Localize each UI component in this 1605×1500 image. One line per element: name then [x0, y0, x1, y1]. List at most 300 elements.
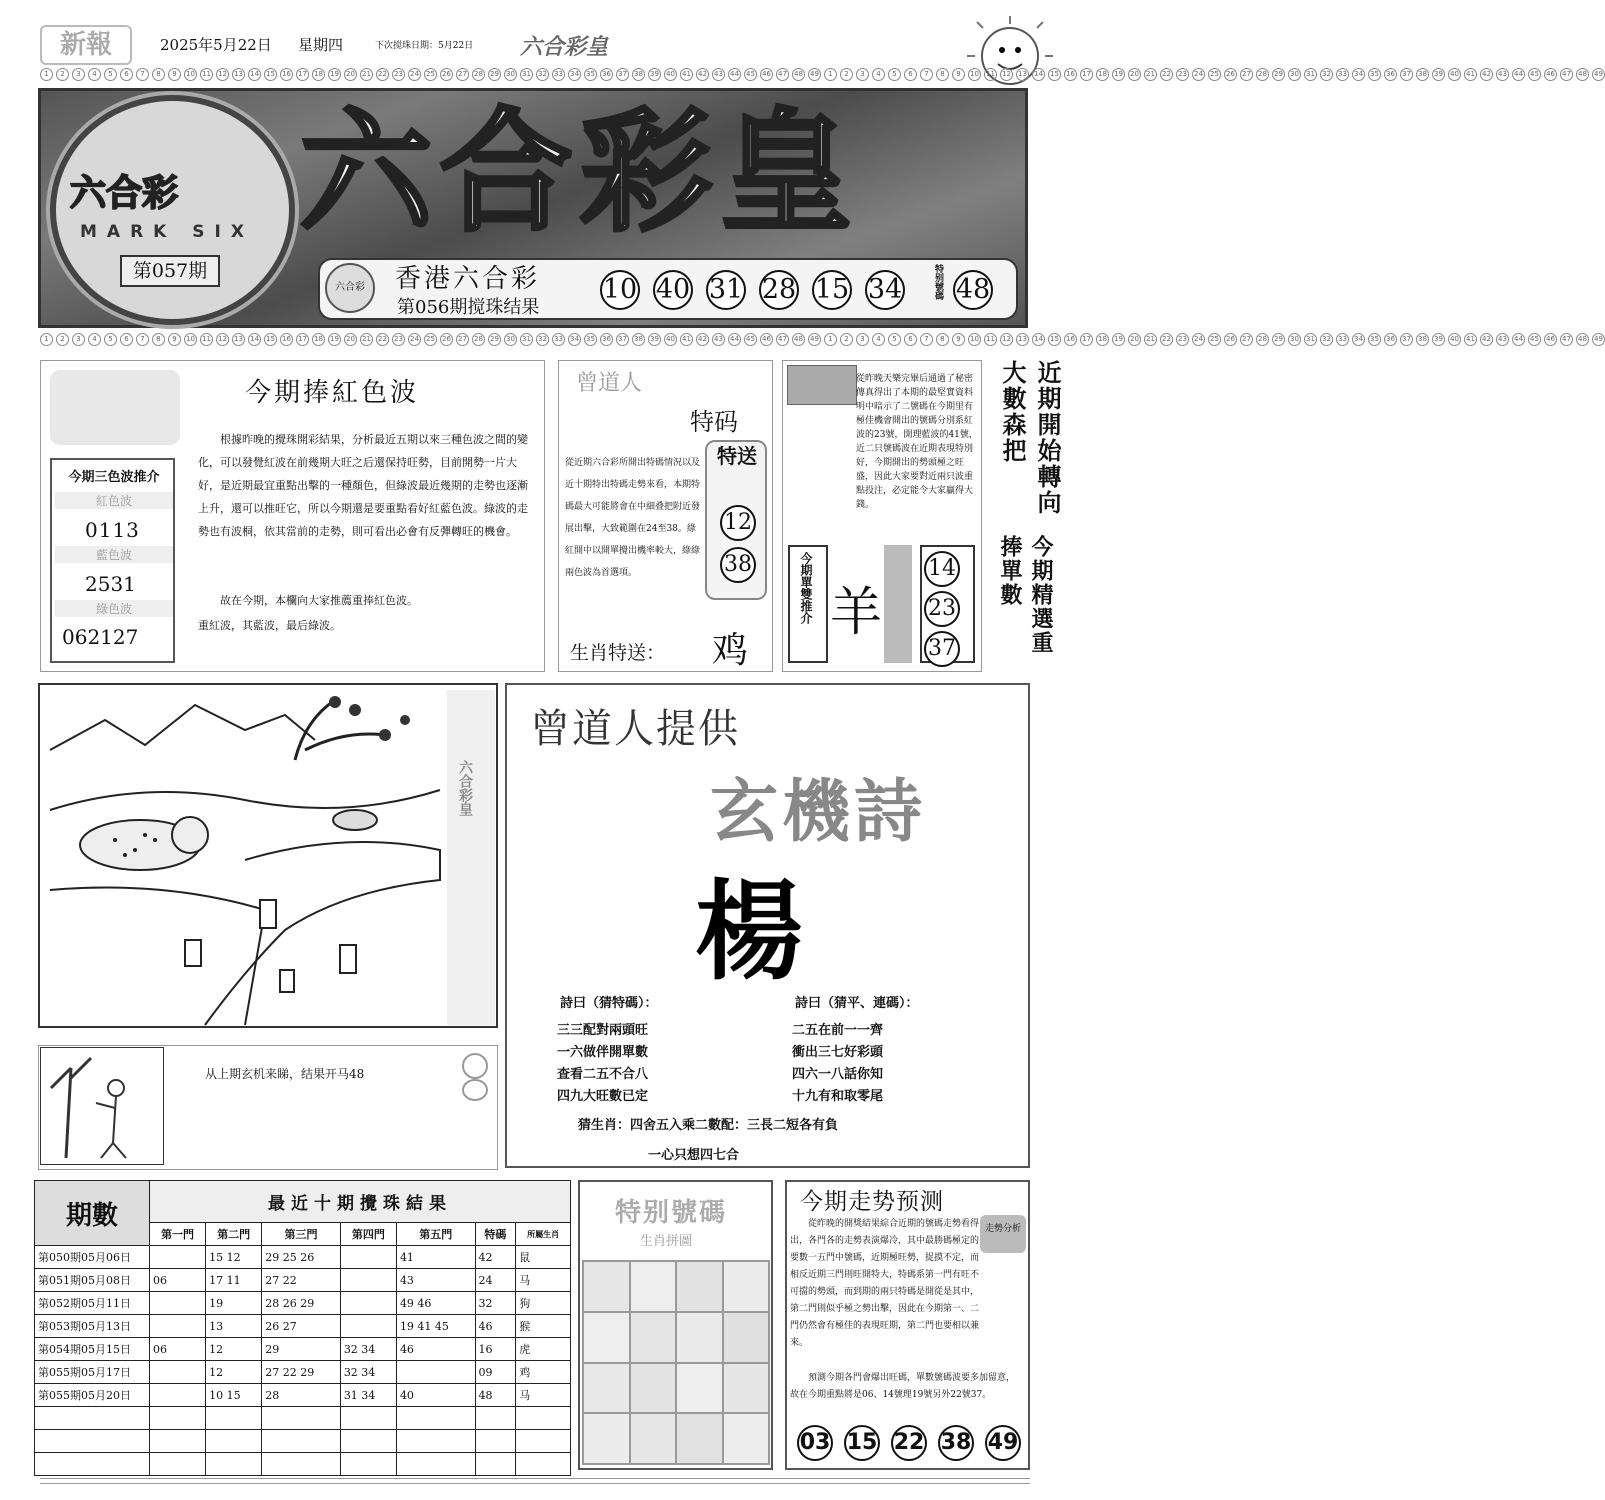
table-cell: 24 [475, 1269, 516, 1292]
number-dot: 37 [616, 68, 629, 81]
result-ball: 31 [706, 270, 746, 310]
number-dot: 44 [1512, 68, 1525, 81]
table-cell: 41 [396, 1246, 475, 1269]
number-dot: 16 [1064, 68, 1077, 81]
number-dot: 21 [360, 333, 373, 346]
table-row [35, 1292, 571, 1315]
table-cell [150, 1315, 206, 1338]
table-cell: 28 [262, 1384, 341, 1407]
number-dot: 8 [936, 333, 949, 346]
number-dot: 4 [872, 333, 885, 346]
table-row [35, 1384, 571, 1407]
number-dot: 39 [648, 333, 661, 346]
number-dot: 25 [1208, 68, 1221, 81]
prev-result-label: 第056期搅珠结果 [397, 297, 540, 318]
table-cell [475, 1407, 516, 1430]
number-dot: 36 [1384, 333, 1397, 346]
number-dot: 23 [392, 68, 405, 81]
number-dot: 18 [1096, 68, 1109, 81]
number-dot: 44 [728, 68, 741, 81]
table-row [35, 1315, 571, 1338]
special-subtitle: 生肖拼圖 [640, 1234, 693, 1249]
poem-line: 二五在前一一齊 [792, 1023, 884, 1038]
number-dot: 38 [632, 68, 645, 81]
table-cell [340, 1315, 396, 1338]
number-dot: 27 [1240, 333, 1253, 346]
number-dot: 18 [312, 68, 325, 81]
table-cell [150, 1453, 206, 1476]
number-dot: 43 [712, 68, 725, 81]
number-dot: 22 [376, 333, 389, 346]
number-dot: 38 [632, 333, 645, 346]
poem-line: 查看二五不合八 [557, 1067, 649, 1082]
number-dot: 28 [1256, 68, 1269, 81]
number-dot: 21 [1144, 68, 1157, 81]
table-cell [35, 1407, 150, 1430]
number-dot: 11 [200, 68, 213, 81]
number-dot: 25 [424, 333, 437, 346]
number-dot: 37 [1400, 68, 1413, 81]
poem-line: 衝出三七好彩頭 [792, 1045, 884, 1060]
number-dot: 46 [760, 333, 773, 346]
pick-number: 14 [924, 551, 960, 587]
red-wave-body: 根據昨晚的攪珠開彩結果，分析最近五期以來三種色波之間的變化，可以發覺紅波在前幾期大旺之后還保持旺勢，目前開勢一片大好，是近期最宜重點出擊的一種顏色，但綠波最近幾期的走勢也逐漸上升，還可以推旺它，所以今期還是要重點看好紅藍色波。綠波的走勢也有波桐，依其當前的走勢，則可看出必會有反彈轉旺的機會。 [198, 433, 528, 538]
number-dot: 14 [1032, 333, 1045, 346]
number-dot: 2 [56, 68, 69, 81]
logo-subtitle: MARK SIX [80, 222, 254, 242]
number-dot: 49 [808, 333, 821, 346]
issue-date: 2025年5月22日 [160, 36, 272, 54]
number-dot: 29 [1272, 333, 1285, 346]
table-cell [150, 1292, 206, 1315]
table-cell: 马 [516, 1384, 571, 1407]
number-dot: 31 [1304, 333, 1317, 346]
number-dot: 49 [808, 68, 821, 81]
table-cell [396, 1430, 475, 1453]
table-cell [516, 1407, 571, 1430]
poem-title: 玄機詩 [710, 773, 927, 852]
number-dot: 13 [1016, 333, 1029, 346]
number-dot: 5 [104, 333, 117, 346]
number-dot: 15 [1048, 68, 1061, 81]
number-dot: 33 [1336, 68, 1349, 81]
number-dot: 22 [1160, 333, 1173, 346]
number-dot: 10 [184, 333, 197, 346]
table-cell: 48 [475, 1384, 516, 1407]
poem-zodiac-line: 猜生肖：四舍五入乘二數配：三長二短各有負 [578, 1118, 839, 1133]
number-dot: 19 [328, 333, 341, 346]
number-dot: 34 [1352, 333, 1365, 346]
table-cell: 40 [396, 1384, 475, 1407]
number-dot: 20 [344, 68, 357, 81]
number-dot: 22 [1160, 68, 1173, 81]
number-dot: 47 [776, 333, 789, 346]
number-dot: 6 [120, 68, 133, 81]
table-row [35, 1338, 571, 1361]
number-dot: 27 [1240, 68, 1253, 81]
red-wave-logo-icon [50, 370, 180, 445]
number-dot: 4 [88, 68, 101, 81]
table-cell: 第055期05月17日 [35, 1361, 150, 1384]
number-dot: 1 [40, 333, 53, 346]
second-number-row [40, 333, 1603, 349]
number-dot: 15 [264, 333, 277, 346]
number-dot: 32 [1320, 68, 1333, 81]
number-dot: 7 [136, 68, 149, 81]
number-dot: 18 [312, 333, 325, 346]
number-dot: 45 [1528, 68, 1541, 81]
landscape-illustration [45, 690, 445, 1025]
table-cell: 42 [475, 1246, 516, 1269]
number-dot: 38 [1416, 68, 1429, 81]
number-dot: 1 [40, 68, 53, 81]
number-dot: 11 [984, 68, 997, 81]
table-cell: 27 22 29 [262, 1361, 341, 1384]
number-dot: 6 [904, 333, 917, 346]
history-title: 最近十期攪珠結果 [150, 1181, 571, 1223]
poem-line: 三三配對兩頭旺 [557, 1023, 649, 1038]
table-cell [262, 1453, 341, 1476]
poem-line: 十九有和取零尾 [792, 1089, 884, 1104]
table-cell: 43 [396, 1269, 475, 1292]
trend-numbers [795, 1423, 1023, 1463]
table-row [35, 1453, 571, 1476]
number-dot: 4 [88, 333, 101, 346]
number-dot: 12 [216, 68, 229, 81]
number-dot: 10 [968, 333, 981, 346]
red-wave-title: 今期捧紅色波 [245, 378, 420, 408]
header-logo-text: 六合彩皇 [520, 34, 609, 60]
table-cell [475, 1430, 516, 1453]
number-dot: 19 [1112, 333, 1125, 346]
number-dot: 45 [1528, 333, 1541, 346]
number-dot: 36 [1384, 68, 1397, 81]
number-dot: 33 [552, 333, 565, 346]
table-cell: 49 46 [396, 1292, 475, 1315]
number-dot: 11 [200, 333, 213, 346]
number-dot: 15 [264, 68, 277, 81]
single-double-label: 今期單雙推介 [799, 552, 813, 624]
number-dot: 31 [520, 68, 533, 81]
number-dot: 34 [568, 333, 581, 346]
number-dot: 3 [72, 333, 85, 346]
number-dot: 44 [1512, 333, 1525, 346]
number-dot: 40 [664, 333, 677, 346]
number-dot: 16 [280, 333, 293, 346]
number-dot: 13 [232, 68, 245, 81]
number-dot: 11 [984, 333, 997, 346]
number-dot: 42 [696, 333, 709, 346]
table-cell [340, 1453, 396, 1476]
table-cell [516, 1453, 571, 1476]
number-dot: 2 [840, 333, 853, 346]
number-dot: 48 [792, 333, 805, 346]
right-vertical-title: 近期開始轉向大數森把 [998, 360, 1062, 516]
pick-number: 23 [924, 591, 960, 627]
number-dot: 46 [1544, 333, 1557, 346]
table-cell [150, 1384, 206, 1407]
number-dot: 5 [888, 68, 901, 81]
number-dot: 6 [904, 68, 917, 81]
table-cell: 32 34 [340, 1338, 396, 1361]
red-wave-label: 紅色波 [55, 492, 173, 509]
number-dot: 4 [872, 68, 885, 81]
table-cell: 26 27 [262, 1315, 341, 1338]
table-row [35, 1269, 571, 1292]
table-cell [475, 1453, 516, 1476]
top-number-row [40, 68, 1603, 84]
poem-left-lines [557, 1020, 648, 1108]
table-cell: 16 [475, 1338, 516, 1361]
zeng-tema: 特码 [690, 408, 738, 436]
number-dot: 28 [472, 333, 485, 346]
table-cell [35, 1453, 150, 1476]
number-dot: 20 [1128, 68, 1141, 81]
trend-body: 從昨晚的開獎結果綜合近期的號碼走勢看得出，各門各的走勢表演爆冷，其中最勝碼極定的要數一五門中號碼，近期極旺勢，捉摸不定，而相反近期三門則旺開特大，特碼系第一門有旺不可擋的勢頭，而到期的兩只特碼是開從是其中，第二門則似乎極之勢出擊，因此在今期第一、二門仍然會有極佳的表現旺期，第二門也要相以兼來。 [790, 1219, 980, 1348]
number-dot: 9 [168, 333, 181, 346]
trend-tag: 走勢分析 [980, 1215, 1026, 1253]
table-cell: 27 22 [262, 1269, 341, 1292]
number-dot: 39 [1432, 68, 1445, 81]
weekday: 星期四 [298, 36, 344, 54]
number-dot: 26 [1224, 333, 1237, 346]
number-dot: 7 [920, 68, 933, 81]
number-dot: 19 [1112, 68, 1125, 81]
pick-zodiac: 羊 [830, 583, 883, 643]
number-dot: 22 [376, 68, 389, 81]
number-dot: 47 [776, 68, 789, 81]
number-dot: 41 [680, 333, 693, 346]
number-dot: 34 [1352, 68, 1365, 81]
number-dot: 36 [600, 333, 613, 346]
table-cell [340, 1246, 396, 1269]
pick-numbers [920, 545, 975, 663]
number-dot: 24 [408, 68, 421, 81]
number-dot: 44 [728, 333, 741, 346]
poem-character: 楊 [695, 870, 804, 995]
number-dot: 28 [472, 68, 485, 81]
number-dot: 48 [1576, 68, 1589, 81]
bottom-border [40, 1478, 1030, 1484]
table-cell: 猴 [516, 1315, 571, 1338]
table-cell [150, 1407, 206, 1430]
scholar-illustration [40, 1047, 164, 1165]
number-dot: 27 [456, 68, 469, 81]
number-dot: 1 [824, 333, 837, 346]
number-dot: 46 [760, 68, 773, 81]
table-cell: 鼠 [516, 1246, 571, 1269]
table-cell: 19 41 45 [396, 1315, 475, 1338]
main-title: 六合彩皇 [300, 96, 860, 250]
number-dot: 31 [1304, 68, 1317, 81]
history-header: 所屬生肖 [516, 1223, 571, 1246]
table-cell [516, 1430, 571, 1453]
newspaper-stamp: 新報 [40, 25, 132, 65]
number-dot: 47 [1560, 68, 1573, 81]
table-cell [340, 1292, 396, 1315]
table-cell: 第055期05月20日 [35, 1384, 150, 1407]
red-wave-numbers: 0113 [85, 518, 140, 542]
number-dot: 3 [856, 68, 869, 81]
number-dot: 46 [1544, 68, 1557, 81]
number-dot: 49 [1592, 333, 1605, 346]
poem-line: 四九大旺數已定 [557, 1089, 649, 1104]
number-dot: 25 [424, 68, 437, 81]
table-cell [150, 1246, 206, 1269]
table-cell: 46 [475, 1315, 516, 1338]
table-cell [206, 1430, 262, 1453]
table-row [35, 1361, 571, 1384]
number-dot: 3 [856, 333, 869, 346]
table-cell: 17 11 [206, 1269, 262, 1292]
history-header: 第二門 [206, 1223, 262, 1246]
history-header: 第四門 [340, 1223, 396, 1246]
table-cell: 10 15 [206, 1384, 262, 1407]
number-dot: 29 [488, 333, 501, 346]
zeng-number: 38 [720, 547, 756, 583]
table-cell: 15 12 [206, 1246, 262, 1269]
number-dot: 35 [1368, 68, 1381, 81]
number-dot: 24 [408, 333, 421, 346]
number-dot: 36 [600, 68, 613, 81]
number-dot: 18 [1096, 333, 1109, 346]
trend-number: 03 [797, 1425, 833, 1461]
number-dot: 12 [1000, 68, 1013, 81]
table-cell [340, 1430, 396, 1453]
color-wave-title: 今期三色波推介 [68, 470, 160, 485]
zeng-tesong: 特送 [717, 444, 757, 468]
number-dot: 17 [1080, 68, 1093, 81]
table-cell: 13 [206, 1315, 262, 1338]
number-dot: 37 [616, 333, 629, 346]
number-dot: 9 [952, 68, 965, 81]
history-issue-col: 期數 [35, 1181, 150, 1246]
history-header: 第一門 [150, 1223, 206, 1246]
table-cell: 29 [262, 1338, 341, 1361]
number-dot: 42 [1480, 333, 1493, 346]
number-dot: 30 [504, 333, 517, 346]
table-cell: 32 34 [340, 1361, 396, 1384]
number-dot: 13 [232, 333, 245, 346]
number-dot: 33 [1336, 333, 1349, 346]
number-dot: 17 [296, 333, 309, 346]
table-cell: 32 [475, 1292, 516, 1315]
number-dot: 42 [1480, 68, 1493, 81]
number-dot: 43 [1496, 68, 1509, 81]
picture-side-title: 六合彩皇 [457, 760, 473, 816]
zeng-zodiac: 鸡 [712, 630, 749, 671]
number-dot: 2 [840, 68, 853, 81]
number-dot: 8 [152, 68, 165, 81]
number-dot: 21 [1144, 333, 1157, 346]
number-dot: 30 [1288, 68, 1301, 81]
number-dot: 43 [712, 333, 725, 346]
number-dot: 24 [1192, 333, 1205, 346]
table-cell: 06 [150, 1338, 206, 1361]
result-ball: 34 [865, 270, 905, 310]
table-cell [35, 1430, 150, 1453]
table-cell: 第051期05月08日 [35, 1269, 150, 1292]
number-dot: 49 [1592, 68, 1605, 81]
poem-left-heading: 詩曰（猜特碼）： [560, 996, 658, 1011]
number-dot: 8 [152, 333, 165, 346]
special-ball: 48 [953, 270, 993, 310]
pick-divider [884, 545, 912, 663]
number-dot: 5 [104, 68, 117, 81]
number-dot: 41 [680, 68, 693, 81]
poem-right-heading: 詩曰（猜平、連碼）： [795, 996, 919, 1011]
number-dot: 39 [1432, 333, 1445, 346]
red-wave-order: 重紅波，其藍波，最后綠波。 [198, 619, 341, 632]
number-dot: 35 [1368, 333, 1381, 346]
number-dot: 21 [360, 68, 373, 81]
number-dot: 7 [136, 333, 149, 346]
number-dot: 38 [1416, 333, 1429, 346]
table-cell: 19 [206, 1292, 262, 1315]
table-cell [396, 1407, 475, 1430]
number-dot: 42 [696, 68, 709, 81]
number-dot: 31 [520, 333, 533, 346]
number-dot: 47 [1560, 333, 1573, 346]
trend-number: 49 [985, 1425, 1021, 1461]
number-dot: 30 [504, 68, 517, 81]
number-dot: 20 [344, 333, 357, 346]
zeng-zodiac-label: 生肖特送： [570, 642, 666, 664]
table-cell: 06 [150, 1269, 206, 1292]
hk-label: 香港六合彩 [395, 264, 541, 294]
number-dot: 17 [1080, 333, 1093, 346]
number-dot: 23 [392, 333, 405, 346]
number-dot: 16 [1064, 333, 1077, 346]
poem-line: 一六做伴開單數 [557, 1045, 649, 1060]
result-ball: 10 [600, 270, 640, 310]
zeng-body: 從近期六合彩所開出特碼情況以及近十期特出特碼走勢來看，本期特碼最大可能將會在中細叠把附近發展出擊，大致範圍在24至38。綠紅開中以開單攪出機率較大，綠綠兩色波為首選項。 [565, 458, 701, 578]
table-cell: 第053期05月13日 [35, 1315, 150, 1338]
history-table [34, 1180, 571, 1476]
table-cell: 09 [475, 1361, 516, 1384]
table-cell [206, 1407, 262, 1430]
table-cell [340, 1269, 396, 1292]
number-dot: 15 [1048, 333, 1061, 346]
number-dot: 26 [440, 68, 453, 81]
mascot-icon [455, 1048, 495, 1103]
number-dot: 9 [952, 333, 965, 346]
table-cell: 第054期05月15日 [35, 1338, 150, 1361]
number-dot: 32 [1320, 333, 1333, 346]
poem-right-lines [792, 1020, 883, 1108]
history-header: 特碼 [475, 1223, 516, 1246]
pick-number: 37 [924, 631, 960, 667]
right-panel-body: 從昨晚天樂完畢后通過了秘密傳真得出了本期的最堅實資料明中暗示了二號碼在今期里有極佳機會開出的號碼分別系紅波的23號，開理藍波的41號，近二只號碼波在近期表現特別好，今期開出的勢頭極之旺盛，因此大家要對近兩只波重點投注，必定能令大家贏得大錢。 [856, 374, 978, 510]
number-dot: 26 [440, 333, 453, 346]
number-dot: 32 [536, 333, 549, 346]
number-dot: 40 [1448, 333, 1461, 346]
number-dot: 7 [920, 333, 933, 346]
number-dot: 14 [1032, 68, 1045, 81]
number-dot: 30 [1288, 333, 1301, 346]
poem-line: 四六一八話你知 [792, 1067, 884, 1082]
number-dot: 39 [648, 68, 661, 81]
poem-last-line: 一心只想四七合 [648, 1148, 740, 1163]
table-cell: 46 [396, 1338, 475, 1361]
table-cell: 虎 [516, 1338, 571, 1361]
number-dot: 35 [584, 68, 597, 81]
poem-provider: 曾道人提供 [530, 706, 740, 752]
number-dot: 45 [744, 68, 757, 81]
green-wave-label: 綠色波 [55, 600, 173, 617]
special-title: 特别號碼 [615, 1198, 728, 1228]
blue-wave-label: 藍色波 [55, 546, 173, 563]
